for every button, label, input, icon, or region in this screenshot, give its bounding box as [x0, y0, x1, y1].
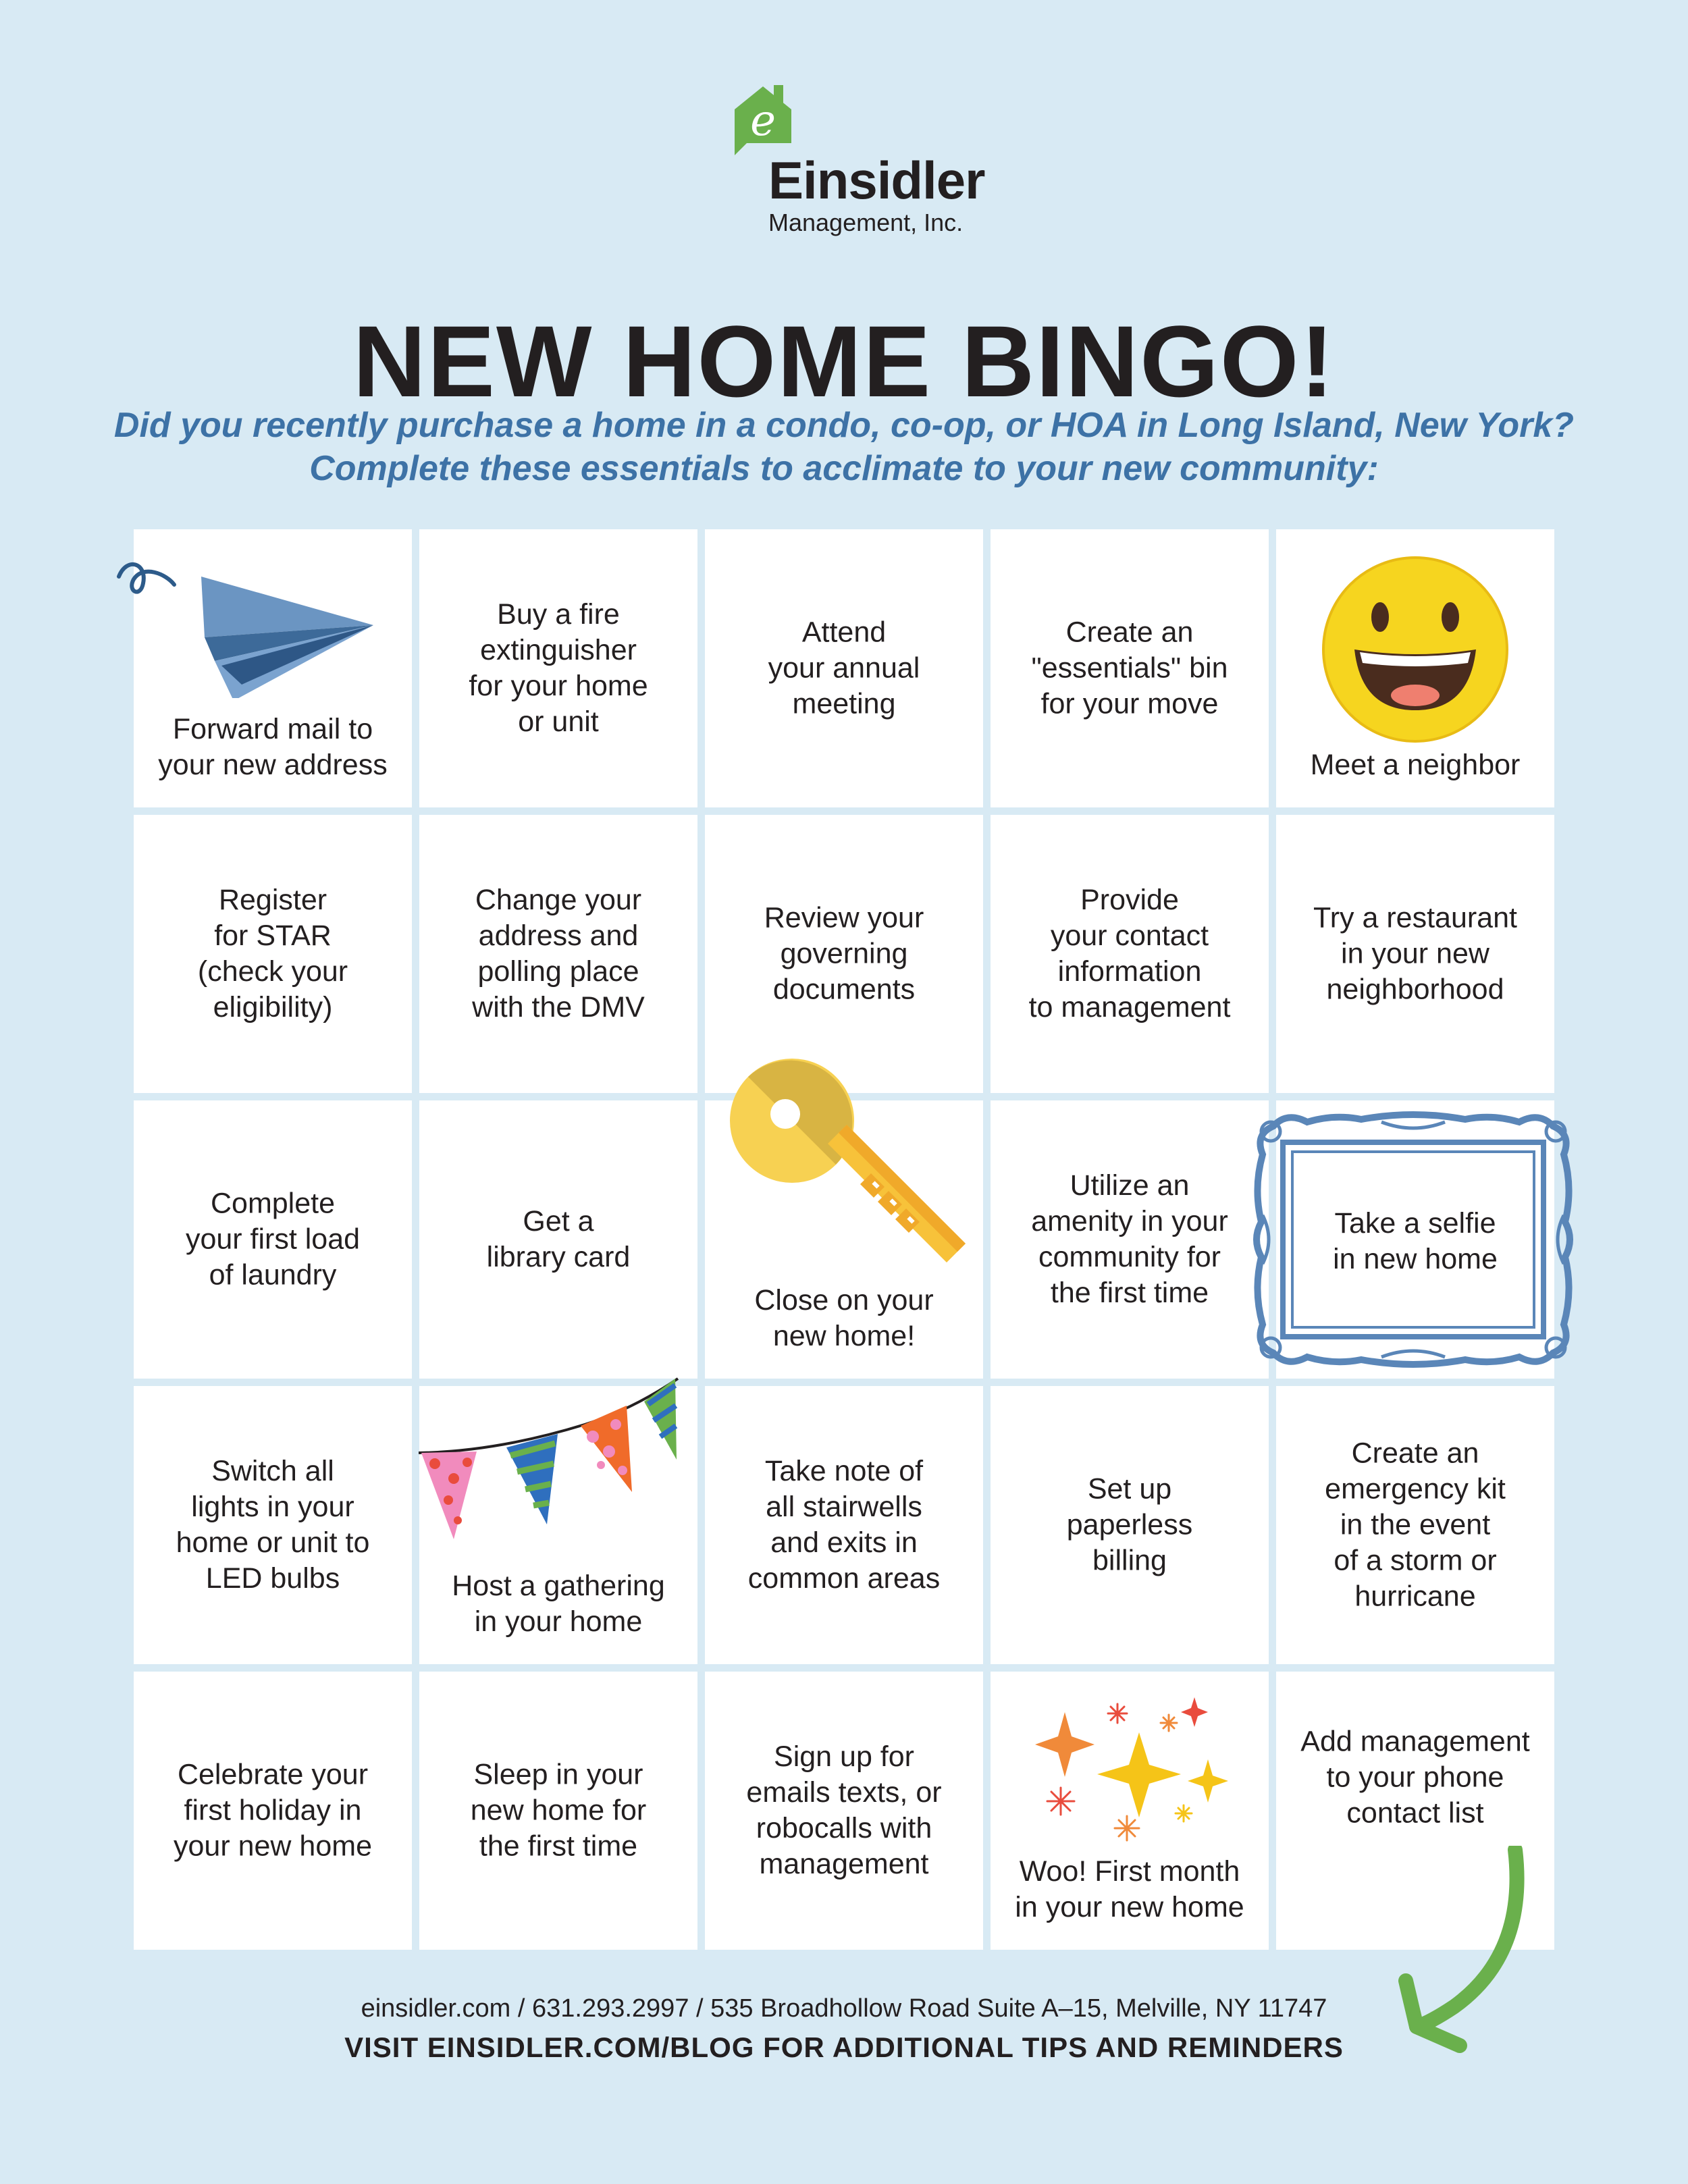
key-icon [728, 1056, 971, 1292]
paper-airplane-icon [113, 550, 397, 698]
bingo-cell-essentials-bin[interactable] [991, 529, 1269, 807]
brand-subtitle: Management, Inc. [768, 209, 964, 236]
sparkles-icon [1024, 1692, 1240, 1847]
cell-text: Attend your annual meeting [768, 616, 920, 720]
brand-name: Einsidler [768, 151, 985, 210]
bingo-cell-sign-up-notifications[interactable] [705, 1672, 983, 1950]
subtitle-line-2: Complete these essentials to acclimate to your new community: [309, 449, 1379, 488]
subtitle-line-1: Did you recently purchase a home in a condo, co-op, or HOA in Long Island, New York? [113, 406, 1575, 445]
cell-text: Take note of all stairwells and exits in common areas [747, 1455, 941, 1595]
cell-text: Buy a fire extinguisher for your home or unit [469, 598, 648, 738]
cell-text: Set up paperless billing [1066, 1472, 1193, 1577]
cell-text: Woo! First month in your new home [1015, 1855, 1244, 1923]
cell-text: Utilize an amenity in your community for the first time [1031, 1169, 1228, 1309]
cell-text: Create an "essentials" bin for your move [1031, 616, 1228, 720]
bingo-cell-paperless-billing[interactable] [991, 1386, 1269, 1664]
company-logo [729, 81, 985, 236]
page-title: NEW HOME BINGO! [352, 304, 1336, 418]
cell-text: Provide your contact information to management [1028, 884, 1231, 1023]
bingo-cell-contact-information[interactable] [991, 815, 1269, 1093]
cell-text: Try a restaurant in your new neighborhood [1313, 901, 1517, 1006]
bingo-board [134, 529, 1554, 1950]
bunting-flags-icon [416, 1377, 679, 1539]
cell-text: Complete your first load of laundry [185, 1187, 361, 1291]
bingo-cell-register-star[interactable] [134, 815, 412, 1093]
bingo-cell-governing-documents[interactable] [705, 815, 983, 1093]
bingo-cell-utilize-amenity[interactable] [991, 1100, 1269, 1379]
cell-text: Review your governing documents [764, 901, 924, 1006]
bingo-cell-annual-meeting[interactable] [705, 529, 983, 807]
bingo-cell-change-address[interactable] [419, 815, 697, 1093]
cell-text: Sign up for emails texts, or robocalls with management [746, 1740, 942, 1880]
cell-text: Host a gathering in your home [452, 1570, 665, 1638]
bingo-cell-stairwells-exits[interactable] [705, 1386, 983, 1664]
bingo-cell-fire-extinguisher[interactable] [419, 529, 697, 807]
cell-text: Meet a neighbor [1310, 749, 1521, 781]
bingo-cell-first-laundry[interactable] [134, 1100, 412, 1379]
bingo-cell-sleep-first-time[interactable] [419, 1672, 697, 1950]
cell-text: Sleep in your new home for the first time [470, 1758, 647, 1863]
cell-text: Add management to your phone contact list [1300, 1725, 1530, 1830]
cell-text: Create an emergency kit in the event of a storm or hurricane [1325, 1437, 1506, 1613]
cell-text: Change your address and polling place with the DMV [472, 884, 645, 1023]
cell-text: Celebrate your first holiday in your new home [174, 1758, 372, 1863]
svg-text:e: e [750, 96, 776, 146]
cell-text: Forward mail to your new address [158, 713, 388, 781]
cell-text: Switch all lights in your home or unit to LED bulbs [176, 1455, 370, 1595]
selfie-frame-text: Take a selfie in new home [1333, 1207, 1498, 1275]
house-e-icon [729, 81, 797, 155]
bingo-cell-emergency-kit[interactable] [1276, 1386, 1554, 1664]
visit-blog-line: VISIT EINSIDLER.COM/BLOG FOR ADDITIONAL TIPS AND REMINDERS [344, 2031, 1344, 2063]
bingo-cell-forward-mail[interactable] [134, 529, 412, 807]
smiley-face-icon [1321, 555, 1510, 744]
bingo-cell-led-bulbs[interactable] [134, 1386, 412, 1664]
bingo-cell-meet-neighbor[interactable] [1276, 529, 1554, 807]
bingo-cell-try-restaurant[interactable] [1276, 815, 1554, 1093]
cell-text: Get a library card [486, 1205, 631, 1273]
cell-text: Register for STAR (check your eligibility) [197, 884, 348, 1023]
bingo-cell-first-holiday[interactable] [134, 1672, 412, 1950]
bingo-cell-first-month[interactable] [991, 1672, 1269, 1950]
contact-line: einsidler.com / 631.293.2997 / 535 Broadhollow Road Suite A–15, Melville, NY 11747 [361, 1994, 1327, 2023]
bingo-cell-library-card[interactable] [419, 1100, 697, 1379]
cell-text: Close on your new home! [754, 1284, 934, 1352]
